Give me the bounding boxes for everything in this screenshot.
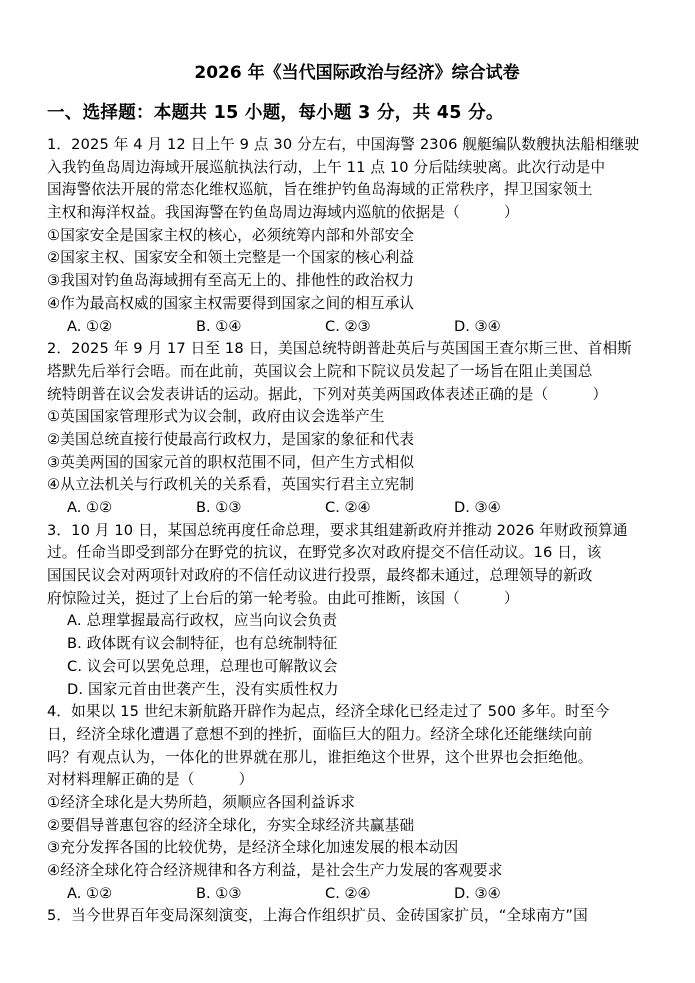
option-a: A. ①②: [67, 317, 113, 335]
answer-options: [47, 883, 657, 906]
question-stem-line: 统特朗普在议会发表讲话的运动。据此，下列对英美两国政体表述正确的是（ ）: [47, 385, 608, 403]
statement-item: ②国家主权、国家安全和领土完整是一个国家的核心利益: [47, 249, 415, 267]
option-b: B. ①④: [196, 317, 242, 335]
statement-item: ①经济全球化是大势所趋，须顺应各国利益诉求: [47, 793, 356, 811]
option-c: C. 议会可以罢免总理，总理也可解散议会: [67, 657, 338, 675]
option-c: C. ②③: [325, 317, 371, 335]
option-b: B. 政体既有议会制特征，也有总统制特征: [67, 635, 338, 653]
statement-item: ③英美两国的国家元首的职权范围不同，但产生方式相似: [47, 453, 415, 471]
question-stem-line: 2．2025 年 9 月 17 日至 18 日，美国总统特朗普赴英后与英国国王查尔斯三世、首相斯: [47, 340, 632, 358]
question-5: [47, 905, 657, 928]
question-3: [47, 520, 657, 702]
option-a: A. ①②: [67, 884, 113, 902]
statement-item: ④作为最高权威的国家主权需要得到国家之间的相互承认: [47, 294, 415, 312]
option-c: C. ②④: [325, 884, 371, 902]
question-stem-line: 塔默先后举行会晤。而在此前，英国议会上院和下院议员发起了一场旨在阻止美国总: [47, 362, 593, 380]
option-d: D. ③④: [454, 317, 501, 335]
question-2: [47, 338, 657, 520]
statement-item: ②美国总统直接行使最高行政权力，是国家的象征和代表: [47, 430, 415, 448]
question-stem-line: 主权和海洋权益。我国海警在钓鱼岛周边海域内巡航的依据是（ ）: [47, 204, 519, 222]
question-stem-line: 过。任命当即受到部分在野党的抗议，在野党多次对政府提交不信任动议。16 日，该: [47, 544, 602, 562]
question-4: [47, 701, 657, 905]
statement-item: ③充分发挥各国的比较优势，是经济全球化加速发展的根本动因: [47, 839, 459, 857]
option-d: D. 国家元首由世袭产生，没有实质性权力: [67, 680, 339, 698]
option-a: A. 总理掌握最高行政权，应当向议会负责: [67, 612, 338, 630]
option-c: C. ②④: [325, 499, 371, 516]
option-b: B. ①③: [196, 499, 242, 516]
answer-options: [47, 316, 657, 339]
option-b: B. ①③: [196, 884, 242, 902]
statement-item: ③我国对钓鱼岛海域拥有至高无上的、排他性的政治权力: [47, 272, 415, 290]
question-stem-line: 3．10 月 10 日，某国总统再度任命总理，要求其组建新政府并推动 2026 年财政预算通: [47, 521, 628, 539]
statement-item: ①国家安全是国家主权的核心，必须统筹内部和外部安全: [47, 226, 415, 244]
statement-item: ④经济全球化符合经济规律和各方利益，是社会生产力发展的客观要求: [47, 862, 503, 879]
question-stem-line: 吗？有观点认为，一体化的世界就在那儿，谁拒绝这个世界，这个世界也会拒绝他。: [47, 748, 593, 766]
option-d: D. ③④: [454, 499, 501, 516]
question-stem-line: 1．2025 年 4 月 12 日上午 9 点 30 分左右，中国海警 2306 舰艇编队数艘执法船相继驶: [47, 136, 640, 153]
question-stem-line: 4．如果以 15 世纪末新航路开辟作为起点，经济全球化已经走过了 500 多年。时至今: [47, 703, 610, 721]
question-stem-line: 国国民议会对两项针对政府的不信任动议进行投票，最终都未通过，总理领导的新政: [47, 567, 593, 585]
answer-options: [47, 497, 657, 520]
question-stem-line: 对材料理解正确的是（ ）: [47, 771, 254, 789]
statement-item: ①英国国家管理形式为议会制，政府由议会选举产生: [47, 408, 385, 426]
section-heading: 一、选择题：本题共 15 小题，每小题 3 分，共 45 分。: [47, 103, 504, 123]
exam-title: 2026 年《当代国际政治与经济》综合试卷: [194, 63, 520, 83]
question-stem-line: 5．当今世界百年变局深刻演变，上海合作组织扩员、金砖国家扩员，“全球南方”国: [47, 907, 588, 925]
question-stem-line: 府惊险过关，挺过了上台后的第一轮考验。由此可推断，该国（ ）: [47, 589, 519, 607]
question-stem-line: 入我钓鱼岛周边海域开展巡航执法行动，上午 11 点 10 分后陆续驶离。此次行动是中: [47, 158, 606, 176]
option-a: A. ①②: [67, 499, 113, 516]
statement-item: ②要倡导普惠包容的经济全球化，夯实全球经济共赢基础: [47, 816, 415, 834]
option-d: D. ③④: [454, 884, 501, 902]
question-1: [47, 134, 657, 338]
question-stem-line: 国海警依法开展的常态化维权巡航，旨在维护钓鱼岛海域的正常秩序，捍卫国家领土: [47, 181, 593, 199]
statement-item: ④从立法机关与行政机关的关系看，英国实行君主立宪制: [47, 476, 415, 494]
question-stem-line: 日，经济全球化遭遇了意想不到的挫折，面临巨大的阻力。经济全球化还能继续向前: [47, 725, 593, 743]
